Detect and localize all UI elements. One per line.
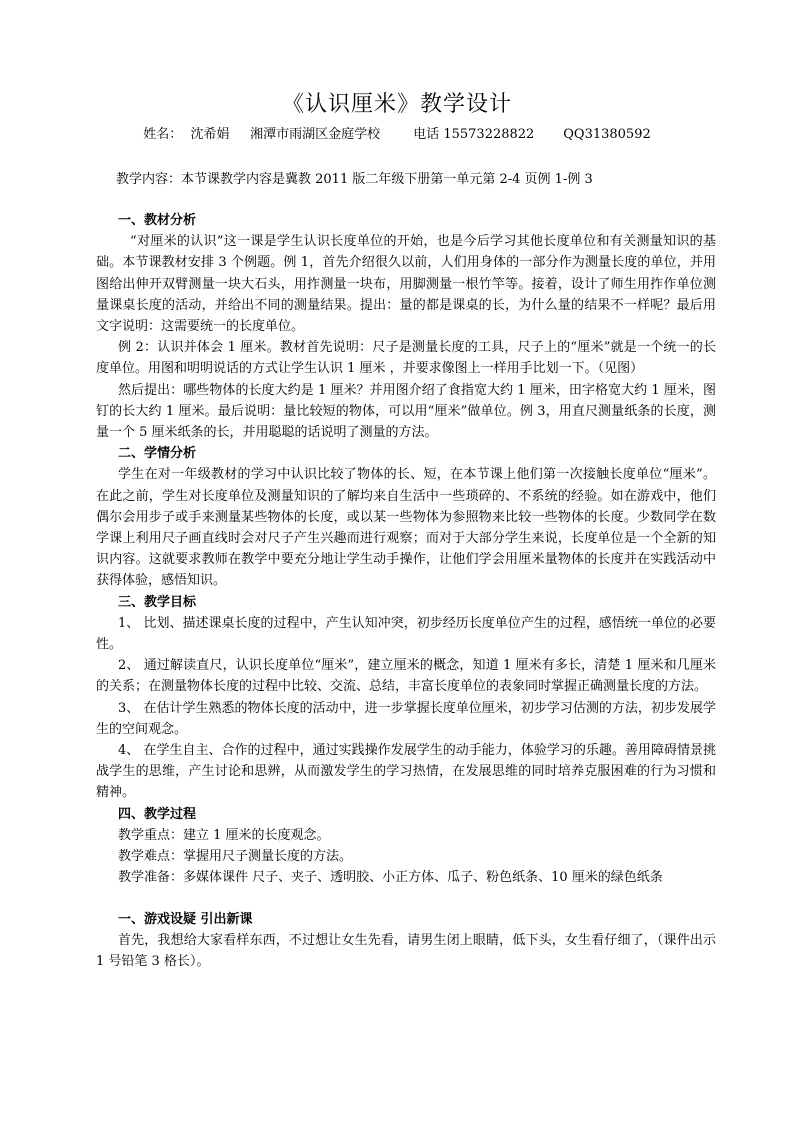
section-heading-teaching-process: 四、教学过程 bbox=[118, 806, 197, 822]
author-info: 姓名： 沈希娟 湘潭市雨湖区金庭学校 电话 15573228822 QQ31380592 bbox=[143, 127, 651, 142]
teaching-difficulty: 教学难点：掌握用尺子测量长度的方法。 bbox=[118, 849, 353, 865]
section-heading-textbook-analysis: 一、教材分析 bbox=[118, 213, 197, 228]
teaching-preparation: 教学准备：多媒体课件 尺子、夹子、透明胶、小正方体、瓜子、粉色纸条、10 厘米的绿色纸条 bbox=[118, 870, 663, 886]
spacer bbox=[96, 889, 716, 909]
paragraph: 学生在对一年级教材的学习中认识比较了物体的长、短，在本节课上他们第一次接触长度单位“厘米”。在此之前，学生对长度单位及测量知识的了解均来自生活中一些琐碎的、不系统的经验。如在游戏中，他们偶尔会用步子或手来测量某些物体的长度，或以某一些物体为参照物来比较一些物体的长度。少数同学在数学课上利用尺子画直线时会对尺子产生兴趣而进行观察；而对于大部分学生来说，长度单位是一个全新的知识内容。这就要求教师在教学中要充分地让学生动手操作，让他们学会用厘米量物体的长度并在实践活动中获得体验，感悟知识。 bbox=[96, 467, 716, 589]
section-heading-student-analysis: 二、学情分析 bbox=[118, 446, 197, 462]
document-title: 《认识厘米》教学设计 bbox=[281, 92, 512, 117]
paragraph: 例 2：认识并体会 1 厘米。教材首先说明：尺子是测量长度的工具，尺子上的“厘米”就是一个统一的长度单位。用图和明明说话的方式让学生认识 1 厘米 ，并要求像图上一样用手比划一下。（见图） bbox=[96, 340, 716, 377]
section-heading-game-intro: 一、游戏设疑 引出新课 bbox=[118, 911, 253, 927]
goal-item: 1、 比划、描述课桌长度的过程中，产生认知冲突，初步经历长度单位产生的过程，感悟统一单位的必要性。 bbox=[96, 615, 716, 653]
teaching-content-line: 教学内容：本节课教学内容是冀教 2011 版二年级下册第一单元第 2-4 页例 1-例 3 bbox=[116, 172, 593, 187]
teaching-key-point: 教学重点：建立 1 厘米的长度观念。 bbox=[118, 827, 330, 843]
goal-item: 2、 通过解读直尺，认识长度单位“厘米”，建立厘米的概念，知道 1 厘米有多长，清楚 1 厘米和几厘米的关系；在测量物体长度的过程中比较、交流、总结，丰富长度单位的表象同时掌握正确测量长度的方法。 bbox=[96, 658, 716, 695]
goal-item: 4、 在学生自主、合作的过程中，通过实践操作发展学生的动手能力，体验学习的乐趣。善用障碍情景挑战学生的思维，产生讨论和思辨，从而激发学生的学习热情，在发展思维的同时培养克服困难的行为习惯和精神。 bbox=[96, 743, 716, 801]
paragraph: 首先，我想给大家看样东西，不过想让女生先看，请男生闭上眼睛，低下头，女生看仔细了，（课件出示 1 号铅笔 3 格长）。 bbox=[96, 932, 716, 969]
paragraph: 然后提出：哪些物体的长度大约是 1 厘米？并用图介绍了食指宽大约 1 厘米，田字格宽大约 1 厘米，图钉的长大约 1 厘米。最后说明：量比较短的物体，可以用“厘米”做单位。例 3，用直尺测量纸条的长度，测量一个 5 厘米纸条的长，并用聪聪的话说明了测量的方法。 bbox=[96, 382, 716, 441]
paragraph: “对厘米的认识”这一课是学生认识长度单位的开始，也是今后学习其他长度单位和有关测量知识的基础。本节课教材安排 3 个例题。例 1，首先介绍很久以前，人们用身体的一部分作为测量长度的单位，并用图给出伸开双臂测量一块大石头，用拃测量一块布，用脚测量一根竹竿等。接着，设计了师生用拃作单位测量课桌长度的活动，并给出不同的测量结果。提出：量的都是课桌的长，为什么量的结果不一样呢？最后用文字说明：这需要统一的长度单位。 bbox=[96, 234, 716, 335]
document-body bbox=[96, 210, 716, 972]
section-heading-teaching-goals: 三、教学目标 bbox=[118, 594, 197, 610]
goal-item: 3、 在估计学生熟悉的物体长度的活动中，进一步掌握长度单位厘米，初步学习估测的方法，初步发展学生的空间观念。 bbox=[96, 700, 716, 737]
